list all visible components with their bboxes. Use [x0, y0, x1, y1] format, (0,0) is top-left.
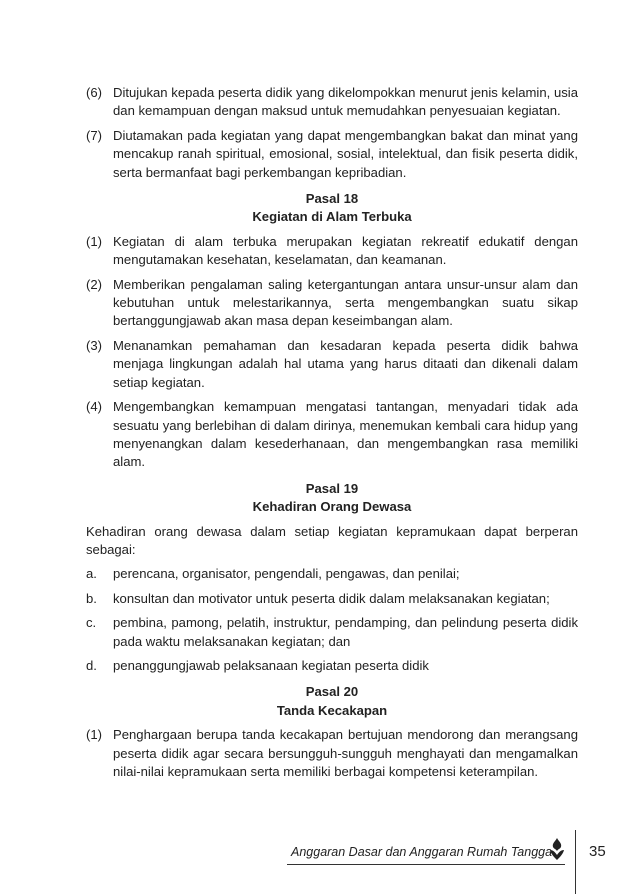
- section-subtitle: Kehadiran Orang Dewasa: [252, 499, 412, 515]
- section-heading-pasal-20: [86, 683, 578, 720]
- section-title: Pasal 20: [305, 684, 359, 700]
- item-text: Penghargaan berupa tanda kecakapan bertujuan mendorong dan merangsang peserta didik agar secara bersungguh-sungguh menghayati dan mengamalkan nilai-nilai kepramukaan serta memiliki berbagai kompetensi keterampilan.: [113, 727, 578, 779]
- list-item: [86, 726, 578, 781]
- item-text: Diutamakan pada kegiatan yang dapat mengembangkan bakat dan minat yang mencakup ranah spiritual, emosional, sosial, intelektual, dan fisik peserta didik, serta bermanfaat bagi perkembangan kepribadian.: [113, 127, 578, 180]
- section-heading-pasal-19: [86, 480, 578, 517]
- item-number: (1): [86, 727, 103, 743]
- section-subtitle: Kegiatan di Alam Terbuka: [252, 209, 412, 225]
- item-text: Ditujukan kepada peserta didik yang dikelompokkan menurut jenis kelamin, usia dan kemampuan dengan maksud untuk memudahkan penyesuaian kegiatan.: [113, 85, 578, 119]
- footer-title: Anggaran Dasar dan Anggaran Rumah Tangga: [291, 845, 553, 859]
- section-heading-pasal-18: [86, 190, 578, 227]
- footer-divider: [287, 864, 565, 865]
- item-number: (2): [86, 276, 103, 292]
- item-text: penanggungjawab pelaksanaan kegiatan peserta didik: [113, 657, 429, 673]
- item-text: Mengembangkan kemampuan mengatasi tantangan, menyadari tidak ada sesuatu yang berlebihan di dalam dirinya, menemukan kembali cara hidup yang menyenangkan dalam kesederhanaan, dan mengembangkan rasa memiliki alam.: [113, 399, 578, 470]
- item-number: (6): [86, 85, 103, 100]
- item-text: Menanamkan pemahaman dan kesadaran kepada peserta didik bahwa menjaga lingkungan adalah hal utama yang harus ditaati dan dikenali dalam setiap kegiatan.: [113, 337, 578, 390]
- list-item: [86, 398, 578, 472]
- item-number: (1): [86, 233, 103, 249]
- item-number: (7): [86, 127, 103, 143]
- footer-vertical-divider: [575, 830, 576, 894]
- scout-emblem-icon: [546, 836, 568, 862]
- section-intro: Kehadiran orang dewasa dalam setiap kegiatan kepramukaan dapat berperan sebagai:: [86, 523, 578, 557]
- section-title: Pasal 19: [305, 480, 359, 496]
- item-text: konsultan dan motivator untuk peserta didik dalam melaksanakan kegiatan;: [113, 590, 550, 606]
- item-text: pembina, pamong, pelatih, instruktur, pendamping, dan pelindung peserta didik pada waktu melaksanakan kegiatan; dan: [113, 615, 578, 649]
- item-letter: a.: [86, 566, 97, 582]
- item-letter: c.: [86, 615, 97, 631]
- item-text: Memberikan pengalaman saling ketergantungan antara unsur-unsur alam dan kebutuhan untuk melestarikannya, serta mengembangkan suatu sikap bertanggungjawab akan masa depan keseimbangan alam.: [113, 276, 578, 329]
- list-item: [86, 84, 578, 121]
- section-title: Pasal 18: [305, 191, 359, 207]
- list-item: [86, 276, 578, 331]
- item-letter: b.: [86, 590, 97, 606]
- document-body: [86, 84, 578, 787]
- list-item: [86, 233, 578, 270]
- item-number: (3): [86, 337, 103, 353]
- section-subtitle: Tanda Kecakapan: [276, 702, 388, 718]
- list-item: [86, 614, 578, 651]
- item-number: (4): [86, 399, 103, 415]
- page-number: 35: [589, 843, 606, 860]
- item-letter: d.: [86, 657, 97, 673]
- item-text: Kegiatan di alam terbuka merupakan kegiatan rekreatif edukatif dengan mengutamakan kesehatan, keselamatan, dan keamanan.: [113, 233, 578, 268]
- list-item: [86, 657, 578, 675]
- list-item: [86, 565, 578, 583]
- page-footer: [0, 830, 638, 894]
- item-text: perencana, organisator, pengendali, pengawas, dan penilai;: [113, 566, 460, 582]
- list-item: [86, 337, 578, 392]
- list-item: [86, 127, 578, 182]
- list-item: [86, 590, 578, 608]
